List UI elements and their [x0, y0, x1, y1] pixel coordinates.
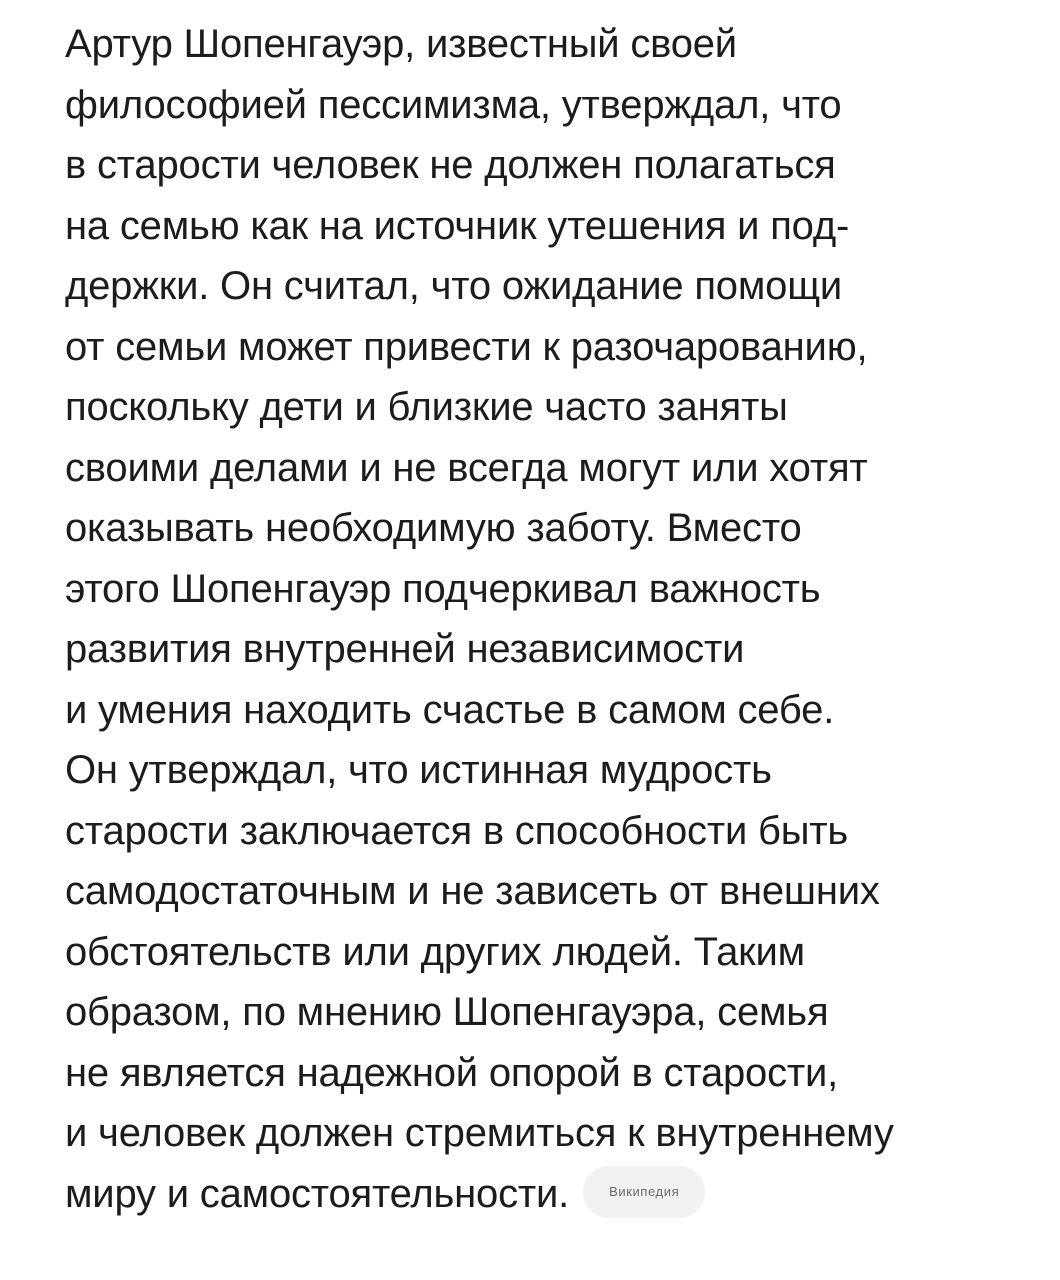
article-line: и умения находить счастье в самом себе. [65, 687, 835, 732]
article-line: обстоятельств или других людей. Таким [65, 929, 805, 974]
article-line: и человек должен стремиться к внутреннему [65, 1111, 894, 1155]
article-line: самодостаточным и не зависеть от внешних [65, 869, 880, 913]
article-line: поскольку дети и близкие часто заняты [65, 385, 788, 429]
article-line: Он утверждал, что истинная мудрость [65, 748, 772, 792]
article-last-line [65, 1164, 1055, 1225]
article-text [65, 14, 1055, 1224]
article-line: философией пессимизма, утверждал, что [65, 82, 842, 127]
article-line: этого Шопенгауэр подчеркивал важность [65, 566, 821, 611]
article-line: оказывать необходимую заботу. Вместо [65, 506, 802, 550]
article-line: Артур Шопенгауэр, известный своей [65, 22, 737, 66]
article-line: от семьи может привести к разочарованию, [65, 324, 868, 369]
article-line: на семью как на источник утешения и под- [65, 203, 850, 248]
article-line-text: миру и самостоятельности. [65, 1171, 570, 1216]
article-line: своими делами и не всегда могут или хотят [65, 445, 868, 490]
article-line: развития внутренней независимости [65, 627, 745, 671]
article-line: не является надежной опорой в старости, [65, 1050, 839, 1095]
article-line: образом, по мнению Шопенгауэра, семья [65, 990, 829, 1034]
article-line: держки. Он считал, что ожидание помощи [65, 264, 843, 308]
source-link-chip[interactable]: Википедия [583, 1166, 705, 1218]
article-line: старости заключается в способности быть [65, 808, 849, 853]
article-line: в старости человек не должен полагаться [65, 143, 836, 187]
